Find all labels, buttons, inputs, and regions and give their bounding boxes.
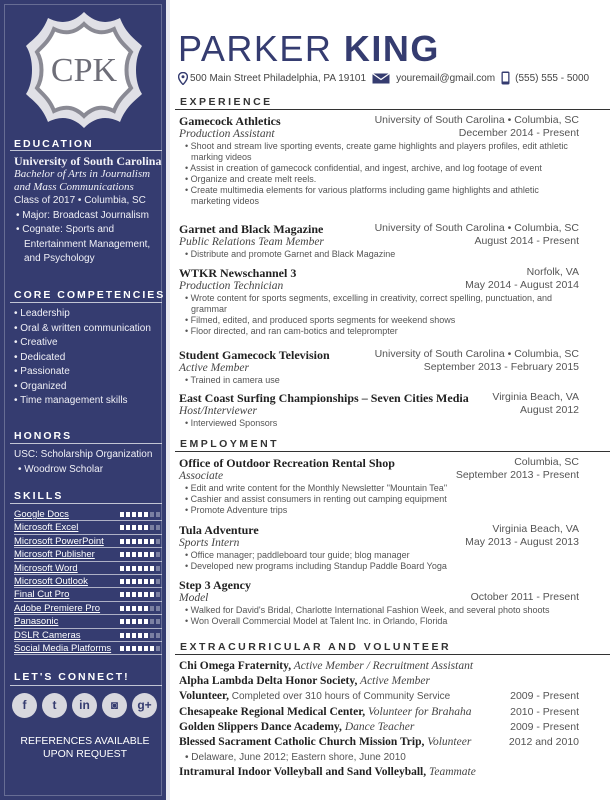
competency-item: • Oral & written communication xyxy=(14,322,151,334)
references-note: REFERENCES AVAILABLE UPON REQUEST xyxy=(20,735,150,760)
skills-rule xyxy=(10,503,162,504)
education-class: Class of 2017 • Columbia, SC xyxy=(14,195,146,206)
skill-level-segment xyxy=(120,552,125,557)
competency-item: • Passionate xyxy=(14,366,70,377)
skill-row xyxy=(14,629,162,642)
skill-level-segment xyxy=(126,579,131,584)
skill-level-meter xyxy=(120,579,161,584)
skill-level-segment xyxy=(150,606,155,611)
job-role: Public Relations Team Member xyxy=(179,236,324,248)
activity-role: Volunteer xyxy=(424,736,472,748)
skill-name: Adobe Premiere Pro xyxy=(14,602,101,614)
skill-level-segment xyxy=(126,619,131,624)
job-role: Production Technician xyxy=(179,280,284,292)
activity-line xyxy=(179,689,579,704)
activity-line xyxy=(179,674,579,688)
job-dates: August 2012 xyxy=(520,404,579,416)
job-role: Sports Intern xyxy=(179,537,240,549)
honor-item: USC: Scholarship Organization xyxy=(14,449,153,460)
skill-level-segment xyxy=(156,525,161,530)
skill-level-segment xyxy=(120,606,125,611)
activity-line xyxy=(179,705,579,719)
skill-level-segment xyxy=(120,566,125,571)
competencies-rule xyxy=(10,302,162,303)
job-bullet: • Floor directed, and ran cam-botics and teleprompter xyxy=(179,326,579,337)
education-block xyxy=(14,154,164,267)
job-bullet: • Cashier and assist consumers in renting out camping equipment xyxy=(179,494,579,505)
activity-role: Volunteer for Brahaha xyxy=(365,705,472,718)
contact-line xyxy=(178,71,608,85)
competency-item: • Dedicated xyxy=(14,351,66,363)
skill-level-segment xyxy=(132,579,137,584)
job-entry xyxy=(179,456,579,516)
skill-level-segment xyxy=(150,539,155,544)
skill-name: Microsoft Excel xyxy=(14,522,79,534)
education-title: EDUCATION xyxy=(14,138,94,150)
skill-level-meter xyxy=(120,633,161,638)
education-cognate: • Cognate: Sports and Entertainment Management, and Psychology xyxy=(16,224,151,264)
competency-item: • Creative xyxy=(14,337,58,348)
extracurricular-rule xyxy=(175,654,610,655)
activity-dates: 2009 - Present xyxy=(510,690,579,703)
experience-rule xyxy=(175,109,610,110)
skill-level-segment xyxy=(126,606,131,611)
competency-item: • Time management skills xyxy=(14,395,128,406)
skill-level-segment xyxy=(126,552,131,557)
job-dates: May 2013 - August 2013 xyxy=(465,536,579,548)
skill-level-segment xyxy=(132,512,137,517)
address-text: 500 Main Street Philadelphia, PA 19101 xyxy=(190,72,367,84)
connect-title: LET'S CONNECT! xyxy=(14,671,130,683)
activity-line xyxy=(179,735,579,749)
skill-level-segment xyxy=(150,566,155,571)
job-bullet: • Won Overall Commercial Model at Talent Inc. in Orlando, Florida xyxy=(179,616,579,627)
skill-level-meter xyxy=(120,646,161,651)
skill-level-segment xyxy=(138,525,143,530)
job-organization: Office of Outdoor Recreation Rental Shop xyxy=(179,456,395,470)
skill-name: Microsoft Outlook xyxy=(14,576,88,587)
competency-item: • Organized xyxy=(14,380,67,392)
job-organization: East Coast Surfing Championships – Seven Cities Media xyxy=(179,391,469,405)
job-dates: September 2013 - February 2015 xyxy=(423,361,579,373)
skill-level-segment xyxy=(150,592,155,597)
skill-level-segment xyxy=(132,619,137,624)
activity-line xyxy=(179,720,579,734)
activity-detail: Completed over 310 hours of Community Service xyxy=(228,691,451,703)
skill-level-segment xyxy=(156,552,161,557)
skill-level-segment xyxy=(138,539,143,544)
skill-level-segment xyxy=(138,633,143,638)
skill-level-segment xyxy=(144,512,149,517)
skill-name: Google Docs xyxy=(14,509,69,520)
skill-level-segment xyxy=(150,579,155,584)
first-name: PARKER xyxy=(178,28,333,69)
skill-level-segment xyxy=(144,539,149,544)
skill-level-segment xyxy=(138,606,143,611)
skill-level-segment xyxy=(132,606,137,611)
job-bullets xyxy=(179,550,579,572)
skill-level-segment xyxy=(120,525,125,530)
skill-level-segment xyxy=(144,606,149,611)
job-role: Associate xyxy=(179,470,224,482)
job-location: Virginia Beach, VA xyxy=(492,391,579,403)
job-bullet: • Promote Adventure trips xyxy=(179,505,579,516)
activity-name: Chesapeake Regional Medical Center, xyxy=(179,705,366,718)
job-location: Columbia, SC xyxy=(514,456,579,468)
employment-rule xyxy=(175,451,610,452)
location-pin-icon xyxy=(178,72,188,85)
activity-dates: 2010 - Present xyxy=(510,705,579,718)
skill-level-segment xyxy=(144,525,149,530)
skill-level-segment xyxy=(120,633,125,638)
job-bullets xyxy=(179,293,579,337)
skill-level-segment xyxy=(120,592,125,597)
skill-level-segment xyxy=(150,619,155,624)
skill-row xyxy=(14,548,162,561)
job-bullet: • Assist in creation of gamecock confidential, and ingest, archive, and log footage of event xyxy=(179,163,579,174)
skill-level-segment xyxy=(156,539,161,544)
skill-level-segment xyxy=(150,525,155,530)
extracurricular-title: EXTRACURRICULAR AND VOLUNTEER xyxy=(180,641,452,653)
job-location: Norfolk, VA xyxy=(526,266,579,278)
skill-level-segment xyxy=(126,566,131,571)
education-degree: Bachelor of Arts in Journalism and Mass Communications xyxy=(14,168,151,193)
education-school: University of South Carolina xyxy=(14,154,162,168)
job-entry xyxy=(179,266,579,337)
skill-row xyxy=(14,615,162,628)
job-bullet: • Trained in camera use xyxy=(179,375,579,386)
job-organization: Garnet and Black Magazine xyxy=(179,222,324,236)
job-location: Virginia Beach, VA xyxy=(492,523,579,535)
activity-role: Active Member xyxy=(357,675,430,688)
activity-role: Active Member / Recruitment Assistant xyxy=(291,660,474,672)
job-bullet: • Distribute and promote Garnet and Black Magazine xyxy=(179,249,579,260)
skill-level-segment xyxy=(156,619,161,624)
skill-level-segment xyxy=(126,646,131,651)
job-bullets xyxy=(179,141,579,207)
job-bullets xyxy=(179,249,579,260)
activity-dates: 2012 and 2010 xyxy=(508,736,579,748)
skill-level-segment xyxy=(144,646,149,651)
job-bullet: • Organize and create melt reels. xyxy=(179,174,579,185)
skill-level-segment xyxy=(138,552,143,557)
skill-level-meter xyxy=(120,512,161,517)
skill-level-segment xyxy=(120,646,125,651)
skill-level-segment xyxy=(132,646,137,651)
facebook-icon[interactable]: f xyxy=(12,693,37,718)
job-dates: August 2014 - Present xyxy=(474,235,579,247)
job-bullet: • Wrote content for sports segments, excelling in creativity, correct spelling, punctuation, and grammar xyxy=(179,293,579,315)
job-bullet: • Office manager; paddleboard tour guide; blog manager xyxy=(179,550,579,561)
skill-level-segment xyxy=(138,579,143,584)
skill-level-segment xyxy=(138,619,143,624)
skill-name: DSLR Cameras xyxy=(14,629,81,641)
skill-name: Social Media Platforms xyxy=(14,643,112,654)
skills-title: SKILLS xyxy=(14,490,64,502)
skill-level-segment xyxy=(150,646,155,651)
skill-level-segment xyxy=(156,646,161,651)
skill-row xyxy=(14,521,162,534)
job-role: Model xyxy=(179,592,209,604)
activity-name: Volunteer, xyxy=(179,690,229,703)
job-bullets xyxy=(179,605,579,627)
skill-level-meter xyxy=(120,525,161,530)
job-location: University of South Carolina • Columbia, SC xyxy=(374,348,579,360)
skill-level-meter xyxy=(120,619,161,624)
skill-level-segment xyxy=(144,566,149,571)
job-dates: September 2013 - Present xyxy=(455,469,579,481)
skill-level-segment xyxy=(132,552,137,557)
skill-level-meter xyxy=(120,539,161,544)
skill-level-segment xyxy=(150,552,155,557)
skill-level-meter xyxy=(120,552,161,557)
activity-name: Chi Omega Fraternity, xyxy=(179,660,292,672)
skill-name: Panasonic xyxy=(14,616,59,628)
skill-row xyxy=(14,508,162,521)
skill-level-segment xyxy=(138,592,143,597)
full-name xyxy=(178,28,440,70)
skill-level-segment xyxy=(120,539,125,544)
job-entry xyxy=(179,523,579,572)
job-role: Host/Interviewer xyxy=(179,405,257,417)
skill-level-segment xyxy=(126,633,131,638)
envelope-icon xyxy=(372,73,390,84)
job-dates: May 2014 - August 2014 xyxy=(465,279,579,291)
connect-rule xyxy=(10,685,162,686)
skill-level-segment xyxy=(150,633,155,638)
skill-level-segment xyxy=(144,633,149,638)
competencies-list xyxy=(14,307,164,409)
experience-title: EXPERIENCE xyxy=(180,96,273,108)
job-bullets xyxy=(179,418,579,429)
skill-level-meter xyxy=(120,606,161,611)
job-bullet: • Edit and write content for the Monthly Newsletter "Mountain Tea" xyxy=(179,483,579,494)
skill-level-segment xyxy=(132,633,137,638)
job-organization: Tula Adventure xyxy=(179,523,259,537)
email-text: youremail@gmail.com xyxy=(396,72,496,84)
job-dates: October 2011 - Present xyxy=(470,591,579,603)
skill-level-segment xyxy=(144,552,149,557)
activity-name: Golden Slippers Dance Academy, xyxy=(179,720,342,733)
skill-level-segment xyxy=(156,592,161,597)
phone-icon xyxy=(501,71,510,85)
activity-name: Blessed Sacrament Catholic Church Mission Trip, xyxy=(179,736,425,748)
job-bullet: • Developed new programs including Standup Paddle Board Yoga xyxy=(179,561,579,572)
activity-name: Alpha Lambda Delta Honor Society, xyxy=(179,675,358,688)
job-role: Active Member xyxy=(179,362,249,374)
activity-line xyxy=(179,765,579,779)
skill-row xyxy=(14,562,162,575)
job-bullets xyxy=(179,483,579,516)
skill-level-segment xyxy=(156,606,161,611)
honors-title: HONORS xyxy=(14,430,73,442)
skill-row xyxy=(14,588,162,601)
competencies-title: CORE COMPETENCIES xyxy=(14,289,166,301)
last-name: KING xyxy=(343,28,440,69)
activity-role: Dance Teacher xyxy=(341,720,415,733)
activity-line xyxy=(179,659,579,673)
activity-name: Intramural Indoor Volleyball and Sand Volleyball, xyxy=(179,766,427,779)
skill-row xyxy=(14,642,162,655)
skill-level-segment xyxy=(156,633,161,638)
honor-item: • Woodrow Scholar xyxy=(18,463,104,475)
skill-level-segment xyxy=(126,512,131,517)
skill-level-meter xyxy=(120,566,161,571)
job-role: Production Assistant xyxy=(179,128,275,140)
skill-level-segment xyxy=(156,512,161,517)
education-rule xyxy=(10,150,162,151)
education-major: • Major: Broadcast Journalism xyxy=(16,209,149,221)
google-plus-icon[interactable]: g+ xyxy=(132,693,157,718)
skill-level-segment xyxy=(126,592,131,597)
skill-level-segment xyxy=(132,525,137,530)
skill-name: Microsoft Publisher xyxy=(14,549,95,561)
honors-rule xyxy=(10,443,162,444)
competency-item: • Leadership xyxy=(14,308,70,319)
skill-level-segment xyxy=(126,525,131,530)
job-organization: Student Gamecock Television xyxy=(179,348,330,362)
skill-level-segment xyxy=(132,539,137,544)
monogram-badge xyxy=(24,10,144,130)
social-icons xyxy=(12,693,157,718)
job-entry xyxy=(179,578,579,627)
skill-level-segment xyxy=(144,592,149,597)
monogram-text: CPK xyxy=(50,52,118,89)
job-bullet: • Interviewed Sponsors xyxy=(179,418,579,429)
instagram-icon[interactable]: ◙ xyxy=(102,693,127,718)
job-entry xyxy=(179,114,579,207)
job-organization: Gamecock Athletics xyxy=(179,114,281,128)
skill-name: Microsoft PowerPoint xyxy=(14,535,104,547)
activity-line xyxy=(179,750,579,765)
skill-level-segment xyxy=(150,512,155,517)
skill-level-segment xyxy=(138,566,143,571)
honors-list xyxy=(14,448,164,477)
skill-row xyxy=(14,575,162,588)
job-dates: December 2014 - Present xyxy=(458,127,579,139)
skill-level-segment xyxy=(132,592,137,597)
skill-level-segment xyxy=(120,619,125,624)
phone-text: (555) 555 - 5000 xyxy=(515,72,590,84)
job-location: University of South Carolina • Columbia, SC xyxy=(374,114,579,126)
linkedin-icon[interactable]: in xyxy=(72,693,97,718)
job-bullet: • Create multimedia elements for various platforms including game highlights and athletic marketing videos xyxy=(179,185,579,207)
activity-role: Teammate xyxy=(426,766,476,779)
activity-dates: 2009 - Present xyxy=(510,720,579,733)
skill-level-segment xyxy=(126,539,131,544)
twitter-icon[interactable]: t xyxy=(42,693,67,718)
skill-level-segment xyxy=(144,619,149,624)
skill-level-segment xyxy=(144,579,149,584)
activity-detail: • Delaware, June 2012; Eastern shore, June 2010 xyxy=(185,752,406,764)
job-bullet: • Filmed, edited, and produced sports segments for weekend shows xyxy=(179,315,579,326)
skill-level-segment xyxy=(156,566,161,571)
skill-level-segment xyxy=(156,579,161,584)
skill-level-meter xyxy=(120,592,161,597)
job-bullet: • Shoot and stream live sporting events, create game highlights and players profiles, edit athletic marking videos xyxy=(179,141,579,163)
skill-name: Microsoft Word xyxy=(14,562,78,574)
skill-level-segment xyxy=(120,512,125,517)
skill-row xyxy=(14,535,162,548)
job-organization: Step 3 Agency xyxy=(179,578,251,592)
sidebar xyxy=(0,0,170,800)
skill-row xyxy=(14,602,162,615)
skill-level-segment xyxy=(132,566,137,571)
job-organization: WTKR Newschannel 3 xyxy=(179,266,297,280)
job-entry xyxy=(179,391,579,429)
skill-name: Final Cut Pro xyxy=(14,589,70,601)
job-bullets xyxy=(179,375,579,386)
skill-level-segment xyxy=(138,646,143,651)
job-bullet: • Walked for David's Bridal, Charlotte International Fashion Week, and several photo shoots xyxy=(179,605,579,616)
skill-level-segment xyxy=(138,512,143,517)
job-entry xyxy=(179,222,579,260)
employment-title: EMPLOYMENT xyxy=(180,438,280,450)
job-location: University of South Carolina • Columbia, SC xyxy=(374,222,579,234)
skill-level-segment xyxy=(120,579,125,584)
job-entry xyxy=(179,348,579,386)
